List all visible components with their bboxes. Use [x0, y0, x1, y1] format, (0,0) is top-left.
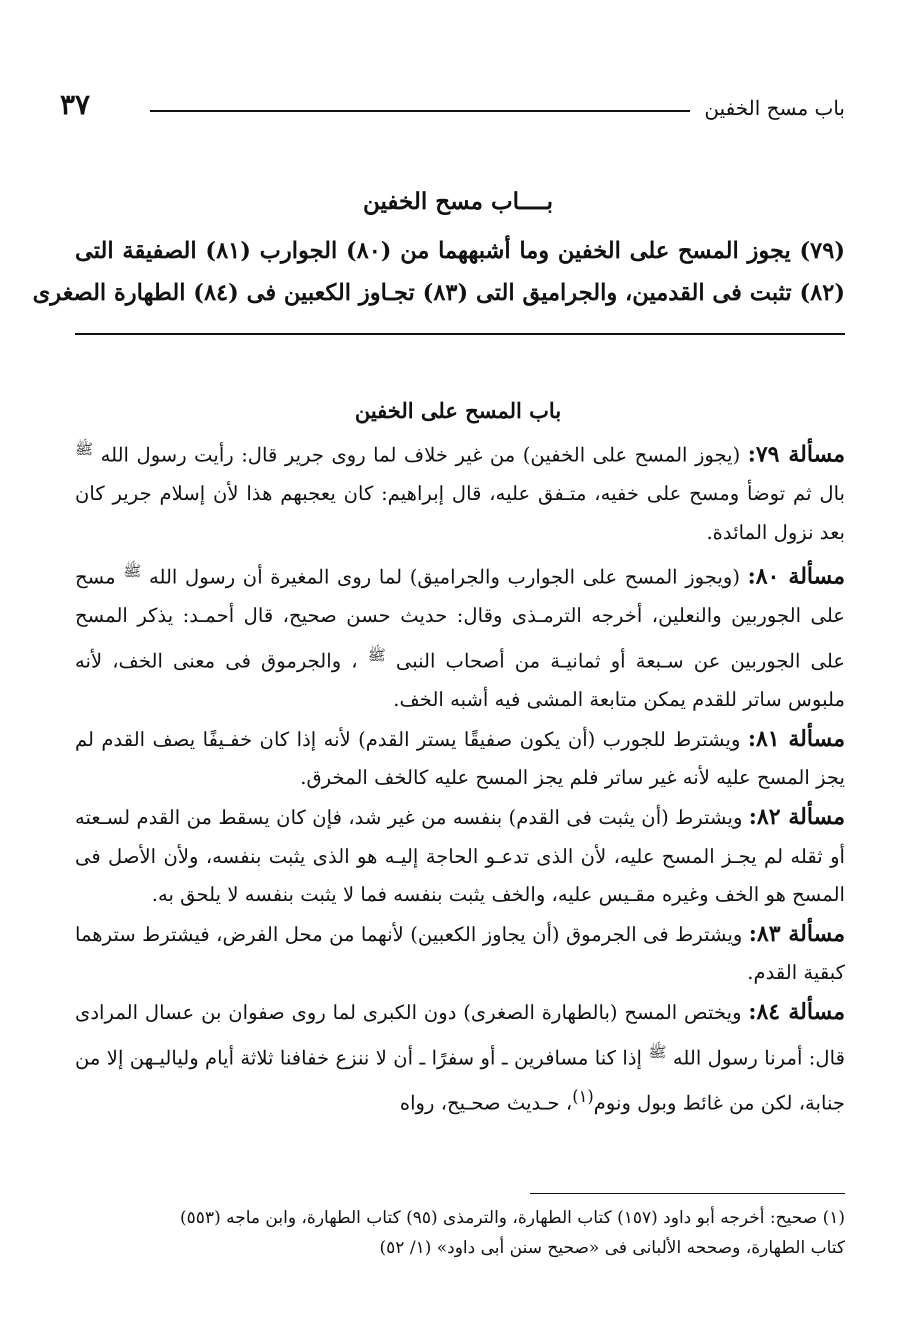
issue-label: مسألة ٨١:	[747, 725, 845, 752]
pbuh-symbol: ﷺ	[123, 562, 142, 581]
issue-84	[75, 993, 845, 1123]
issue-83	[75, 915, 845, 993]
section-divider	[75, 333, 845, 335]
issue-label: مسألة ٨٠:	[747, 563, 846, 590]
paragraph-text: ويشترط (أن يثبت فى القدم) بنفسه من غير شد، فإن كان يسقط من القدم لسـعته أو ثقله لم يجـز المسح عليه، لأن الذى تدعـو الحاجة إليـه هو الذى يثبت بنفسه، ولأن الأصل فى المسح هو الخف وغيره مقـيس عليه، والخف يثبت بنفسه فما لا يثبت بنفسه لا يلحق به.	[75, 805, 845, 907]
issue-80	[75, 552, 845, 719]
main-text	[75, 430, 845, 1123]
footnote-line: (١) صحيح: أخرجه أبو داود (١٥٧) كتاب الطهارة، والترمذى (٩٥) كتاب الطهارة، وابن ماجه (٥٥٣)	[180, 1208, 845, 1228]
issue-label: مسألة ٨٤:	[748, 998, 845, 1025]
footnote-line: كتاب الطهارة، وصححه الألبانى فى «صحيح سنن أبى داود» (١/ ٥٢)	[379, 1238, 845, 1258]
pbuh-symbol: ﷺ	[648, 1042, 667, 1061]
issue-label: مسألة ٨٢:	[748, 803, 845, 830]
paragraph-text: بال ثم توضأ ومسح على خفيه، متـفق عليه، قال إبراهيم: كان يعجبهم هذا لأن إسلام جرير كان بعد نزول المائدة.	[75, 482, 845, 544]
page-number: ٣٧	[60, 88, 91, 121]
paragraph-text: ، حـديث صحـيح، رواه	[399, 1091, 573, 1115]
pbuh-symbol: ﷺ	[75, 440, 94, 458]
paragraph-text: ويشترط للجورب (أن يكون صفيقًا يستر القدم) لأنه إذا كان خفـيفًا يصف القدم لم يجز المسح عليه لأنه غير ساتر فلم يجز المسح عليه كالخف المخرق.	[75, 727, 845, 790]
footnote-reference: (١)	[572, 1086, 594, 1106]
paragraph-text: ، والجرموق فى معنى الخف، لأنه ملبوس ساتر للقدم يمكن متابعة المشى فيه أشبه الخف.	[75, 649, 845, 712]
issue-label: مسألة ٨٣:	[748, 920, 845, 947]
running-title: باب مسح الخفين	[704, 96, 845, 120]
footnote	[75, 1203, 845, 1263]
chapter-title: بــــاب مسح الخفين	[362, 188, 554, 215]
toc-line: (٧٩) يجوز المسح على الخفين وما أشبههما من (٨٠) الجوارب (٨١) الصفيقة التى	[75, 238, 845, 264]
chapter-contents	[32, 230, 845, 314]
page-header	[60, 88, 845, 128]
paragraph-text: ويختص المسح (بالطهارة الصغرى) دون الكبرى لما روى صفوان بن عسال المرادى قال: أمرنا رسول الله	[75, 1000, 845, 1070]
issue-81	[75, 720, 845, 798]
paragraph-text: إذا كنا مسافرين ـ أو سفرًا ـ أن لا ننزع خفافنا ثلاثة أيام ولياليـهن إلا من جنابة، لكن من غائط وبول ونوم	[75, 1046, 845, 1115]
paragraph-text: (ويجوز المسح على الجوارب والجراميق) لما روى المغيرة أن رسول الله	[148, 565, 748, 589]
section-title: باب المسح على الخفين	[354, 398, 562, 423]
header-rule	[150, 110, 690, 112]
pbuh-symbol: ﷺ	[367, 646, 386, 665]
issue-82	[75, 798, 845, 915]
issue-label: مسألة ٧٩:	[747, 441, 845, 468]
footnote-rule	[530, 1193, 845, 1194]
paragraph-text: ويشترط فى الجرموق (أن يجاوز الكعبين) لأنهما من محل الفرض، فيشترط سترهما كبقية القدم.	[75, 922, 845, 985]
paragraph-text: مسح على الجوربين والنعلين، أخرجه الترمـذى وقال: حديث حسن صحيح، قال أحمـد: يذكر المسح على الجوربين عن سـبعة أو ثمانيـة من أصحاب النبى	[75, 565, 846, 673]
issue-79	[75, 430, 845, 552]
toc-line: (٨٢) تثبت فى القدمين، والجراميق التى (٨٣) تجـاوز الكعبين فى (٨٤) الطهارة الصغرى	[32, 280, 845, 306]
paragraph-text: (يجوز المسح على الخفين) من غير خلاف لما روى جرير قال: رأيت رسول الله	[100, 443, 748, 467]
